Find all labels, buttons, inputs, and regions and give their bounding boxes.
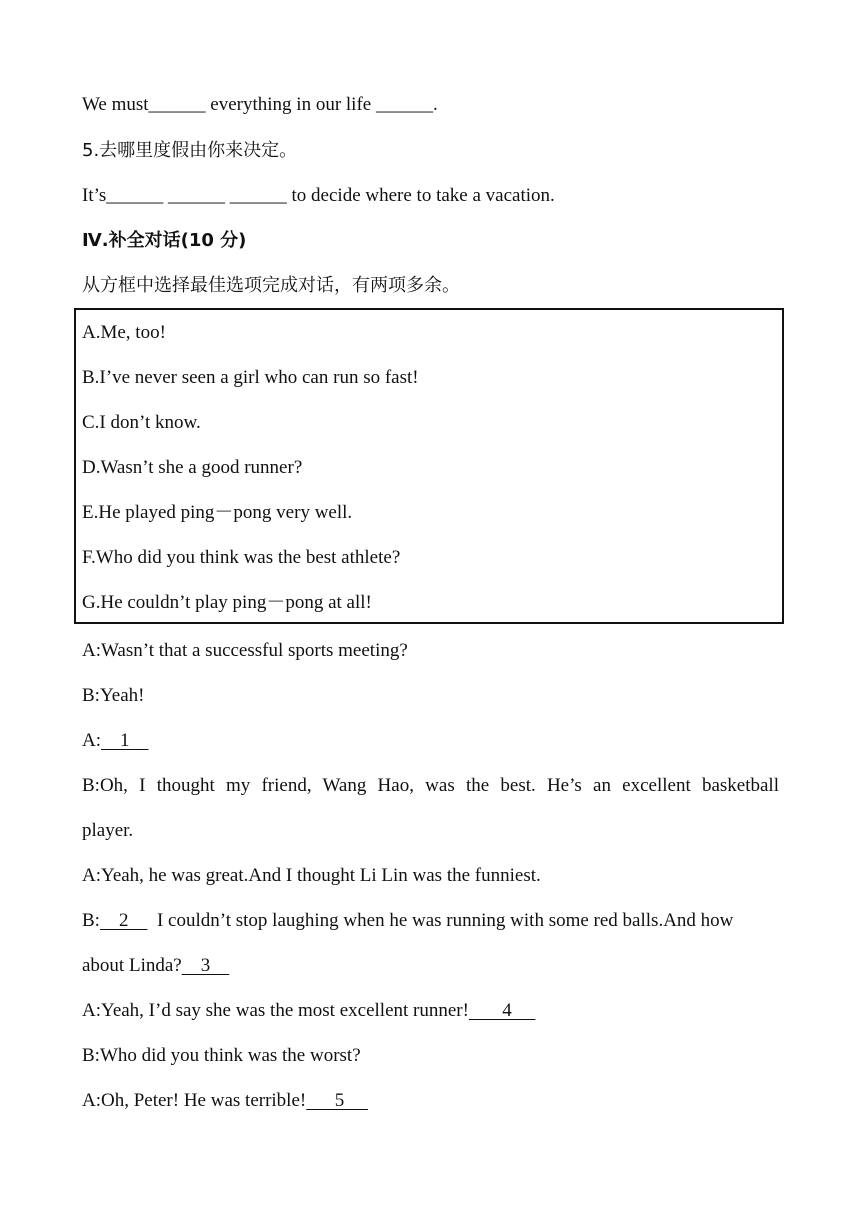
dialogue-text: A:Oh, Peter! He was terrible! xyxy=(82,1090,307,1111)
option-f: F.Who did you think was the best athlete? xyxy=(82,547,401,568)
dialogue-text: I couldn’t stop laughing when he was running with some red balls.And how xyxy=(147,910,734,931)
option-g: G.He couldn’t play ping－pong at all! xyxy=(82,592,372,613)
option-e: E.He played ping－pong very well. xyxy=(82,502,353,523)
dialogue-line-7 xyxy=(82,954,229,978)
dialogue-text: about Linda? xyxy=(82,955,182,976)
blank-1: 1 xyxy=(101,730,149,751)
speaker-label: A: xyxy=(82,730,101,751)
dialogue-line-1: A:Wasn’t that a successful sports meeting? xyxy=(82,640,408,661)
option-c: C.I don’t know. xyxy=(82,412,201,433)
dialogue-line-5: A:Yeah, he was great.And I thought Li Lin was the funniest. xyxy=(82,865,541,886)
dialogue-line-4b: player. xyxy=(82,820,134,841)
item-5-english: It’s______ ______ ______ to decide where to take a vacation. xyxy=(82,185,555,206)
section-instruction: 从方框中选择最佳选项完成对话，有两项多余。 xyxy=(82,275,460,296)
dialogue-text: A:Yeah, I’d say she was the most excellent runner! xyxy=(82,1000,469,1021)
sentence-4: We must______ everything in our life ______. xyxy=(82,94,438,115)
dialogue-line-6 xyxy=(82,909,733,933)
dialogue-line-4a: B:Oh, I thought my friend, Wang Hao, was the best. He’s an excellent basketball xyxy=(82,775,779,796)
blank-2: 2 xyxy=(99,910,148,931)
option-b: B.I’ve never seen a girl who can run so fast! xyxy=(82,367,419,388)
dialogue-line-10 xyxy=(82,1089,368,1113)
blank-5: 5 xyxy=(306,1090,368,1111)
section-heading: Ⅳ.补全对话(10 分) xyxy=(82,230,247,251)
dialogue-line-8 xyxy=(82,999,535,1023)
dialogue-line-9: B:Who did you think was the worst? xyxy=(82,1045,361,1066)
speaker-label: B: xyxy=(82,910,100,931)
option-d: D.Wasn’t she a good runner? xyxy=(82,457,303,478)
blank-3: 3 xyxy=(181,955,230,976)
item-5-chinese: 5.去哪里度假由你来决定。 xyxy=(82,140,298,161)
dialogue-line-2: B:Yeah! xyxy=(82,685,145,706)
blank-4: 4 xyxy=(468,1000,536,1021)
dialogue-line-3 xyxy=(82,729,149,753)
option-a: A.Me, too! xyxy=(82,322,166,343)
